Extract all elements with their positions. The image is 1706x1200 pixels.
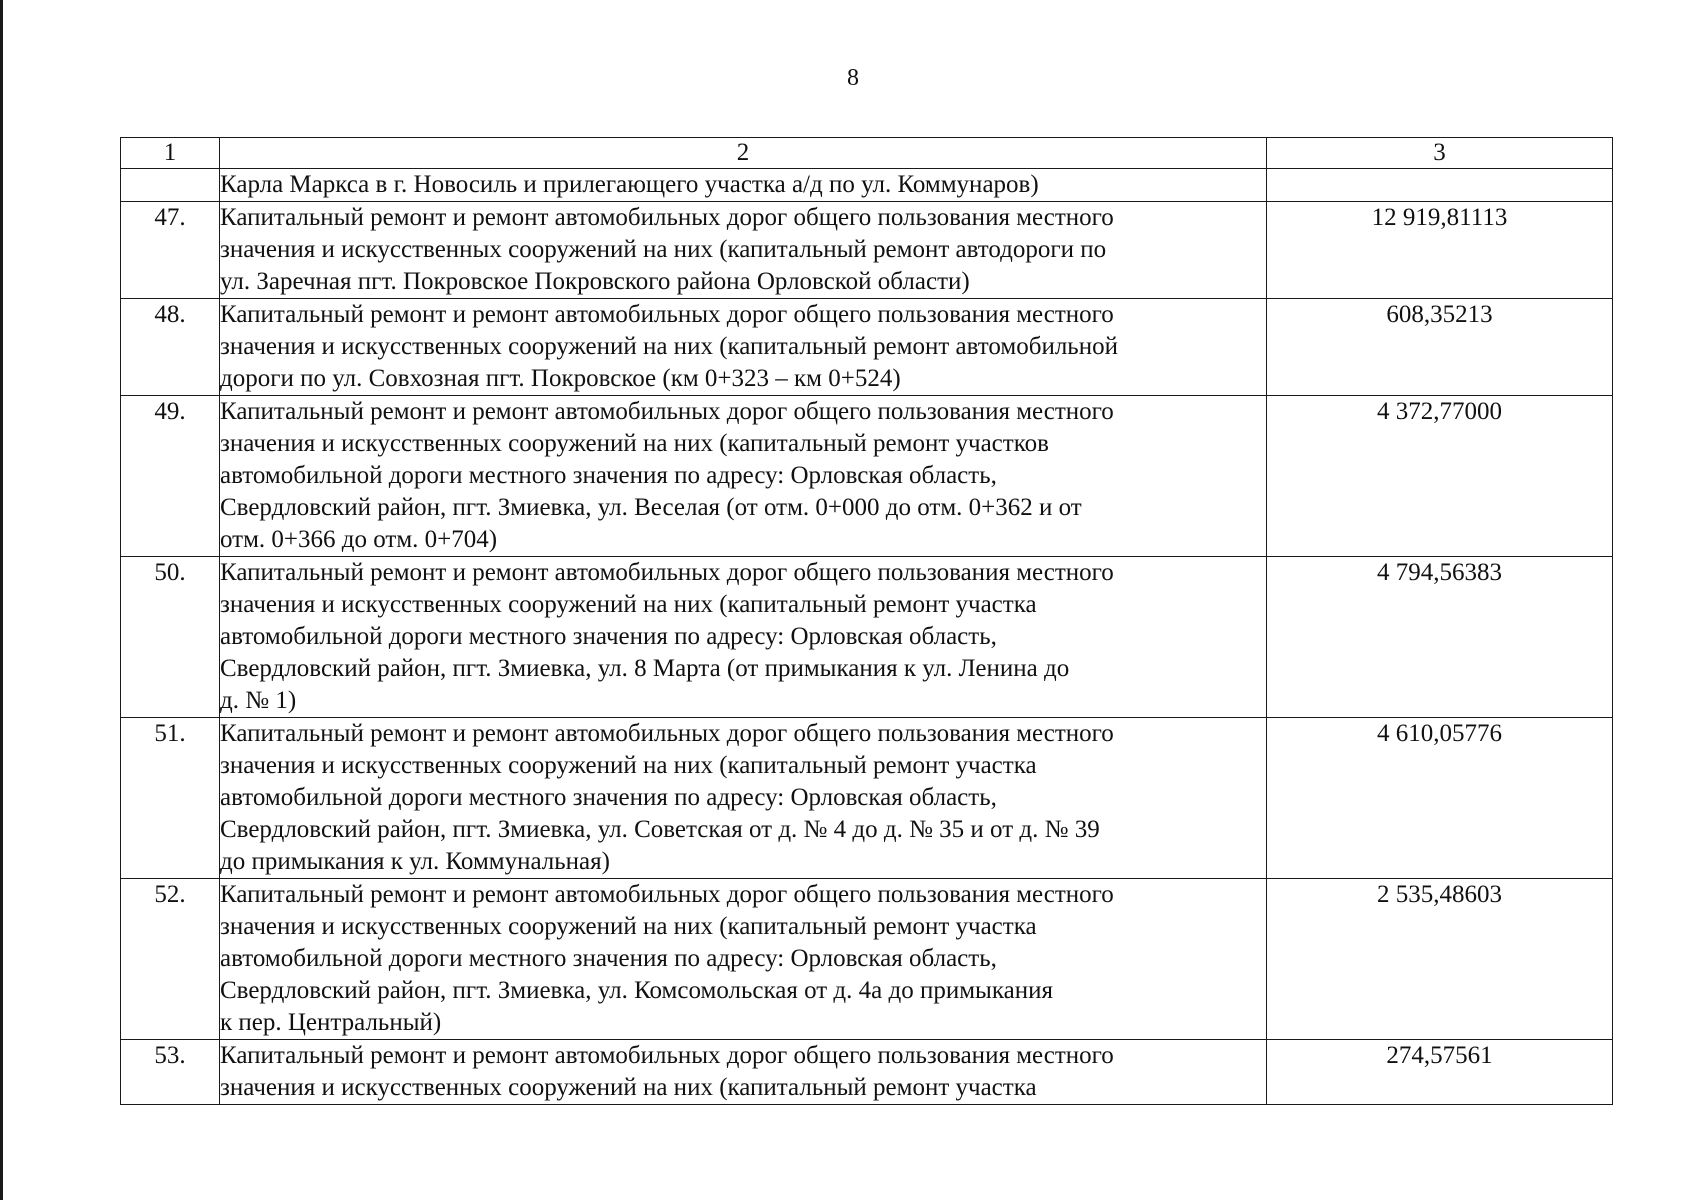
row-number: 53. xyxy=(121,1040,220,1105)
row-number: 50. xyxy=(121,557,220,718)
description-line: Капитальный ремонт и ремонт автомобильных дорог общего пользования местного xyxy=(220,398,1114,425)
row-description xyxy=(220,879,1267,1040)
table-row xyxy=(121,718,1613,879)
description-line: значения и искусственных сооружений на них (капитальный ремонт участка xyxy=(220,591,1037,618)
description-line: Карла Маркса в г. Новосиль и прилегающего участка а/д по ул. Коммунаров) xyxy=(220,171,1039,198)
table-header-row xyxy=(121,138,1613,169)
column-header: 2 xyxy=(220,138,1267,169)
description-line: Свердловский район, пгт. Змиевка, ул. 8 Марта (от примыкания к ул. Ленина до xyxy=(220,655,1070,682)
table-row xyxy=(121,202,1613,299)
row-description xyxy=(220,202,1267,299)
description-line: Капитальный ремонт и ремонт автомобильных дорог общего пользования местного xyxy=(220,559,1114,586)
scan-left-edge xyxy=(0,0,3,1200)
table-row xyxy=(121,299,1613,396)
row-number: 49. xyxy=(121,396,220,557)
description-line: Капитальный ремонт и ремонт автомобильных дорог общего пользования местного xyxy=(220,881,1114,908)
table-row xyxy=(121,396,1613,557)
row-amount: 2 535,48603 xyxy=(1267,879,1613,1040)
description-line: Свердловский район, пгт. Змиевка, ул. Советская от д. № 4 до д. № 35 и от д. № 39 xyxy=(220,816,1100,843)
description-line: ул. Заречная пгт. Покровское Покровского района Орловской области) xyxy=(220,268,970,295)
description-line: значения и искусственных сооружений на них (капитальный ремонт автомобильной xyxy=(220,333,1118,360)
table-row xyxy=(121,557,1613,718)
description-line: значения и искусственных сооружений на них (капитальный ремонт участка xyxy=(220,752,1037,779)
description-line: до примыкания к ул. Коммунальная) xyxy=(220,848,610,875)
row-description xyxy=(220,169,1267,202)
row-amount: 4 610,05776 xyxy=(1267,718,1613,879)
row-number: 48. xyxy=(121,299,220,396)
description-line: Капитальный ремонт и ремонт автомобильных дорог общего пользования местного xyxy=(220,720,1114,747)
description-line: значения и искусственных сооружений на них (капитальный ремонт участка xyxy=(220,1074,1037,1101)
row-description xyxy=(220,396,1267,557)
row-description xyxy=(220,299,1267,396)
row-amount: 4 794,56383 xyxy=(1267,557,1613,718)
description-line: д. № 1) xyxy=(220,687,297,714)
table-row xyxy=(121,879,1613,1040)
row-amount: 274,57561 xyxy=(1267,1040,1613,1105)
table-row xyxy=(121,169,1613,202)
description-line: автомобильной дороги местного значения по адресу: Орловская область, xyxy=(220,462,997,489)
row-amount: 12 919,81113 xyxy=(1267,202,1613,299)
description-line: значения и искусственных сооружений на них (капитальный ремонт участка xyxy=(220,913,1037,940)
description-line: Свердловский район, пгт. Змиевка, ул. Комсомольская от д. 4а до примыкания xyxy=(220,977,1053,1004)
description-line: автомобильной дороги местного значения по адресу: Орловская область, xyxy=(220,623,997,650)
description-line: дороги по ул. Совхозная пгт. Покровское (км 0+323 – км 0+524) xyxy=(220,365,901,392)
column-header: 3 xyxy=(1267,138,1613,169)
page-number: 8 xyxy=(847,65,859,91)
column-header: 1 xyxy=(121,138,220,169)
row-number: 47. xyxy=(121,202,220,299)
description-line: Капитальный ремонт и ремонт автомобильных дорог общего пользования местного xyxy=(220,301,1114,328)
row-number xyxy=(121,169,220,202)
row-description xyxy=(220,1040,1267,1105)
description-line: автомобильной дороги местного значения по адресу: Орловская область, xyxy=(220,945,997,972)
row-amount: 4 372,77000 xyxy=(1267,396,1613,557)
row-number: 51. xyxy=(121,718,220,879)
description-line: автомобильной дороги местного значения по адресу: Орловская область, xyxy=(220,784,997,811)
description-line: к пер. Центральный) xyxy=(220,1009,442,1036)
description-line: Капитальный ремонт и ремонт автомобильных дорог общего пользования местного xyxy=(220,204,1114,231)
description-line: Капитальный ремонт и ремонт автомобильных дорог общего пользования местного xyxy=(220,1042,1114,1069)
table-row xyxy=(121,1040,1613,1105)
row-description xyxy=(220,557,1267,718)
description-line: Свердловский район, пгт. Змиевка, ул. Веселая (от отм. 0+000 до отм. 0+362 и от xyxy=(220,494,1082,521)
row-number: 52. xyxy=(121,879,220,1040)
row-amount: 608,35213 xyxy=(1267,299,1613,396)
description-line: отм. 0+366 до отм. 0+704) xyxy=(220,526,498,553)
description-line: значения и искусственных сооружений на них (капитальный ремонт участков xyxy=(220,430,1049,457)
description-line: значения и искусственных сооружений на них (капитальный ремонт автодороги по xyxy=(220,236,1107,263)
appropriations-table xyxy=(120,137,1613,1105)
row-description xyxy=(220,718,1267,879)
row-amount xyxy=(1267,169,1613,202)
